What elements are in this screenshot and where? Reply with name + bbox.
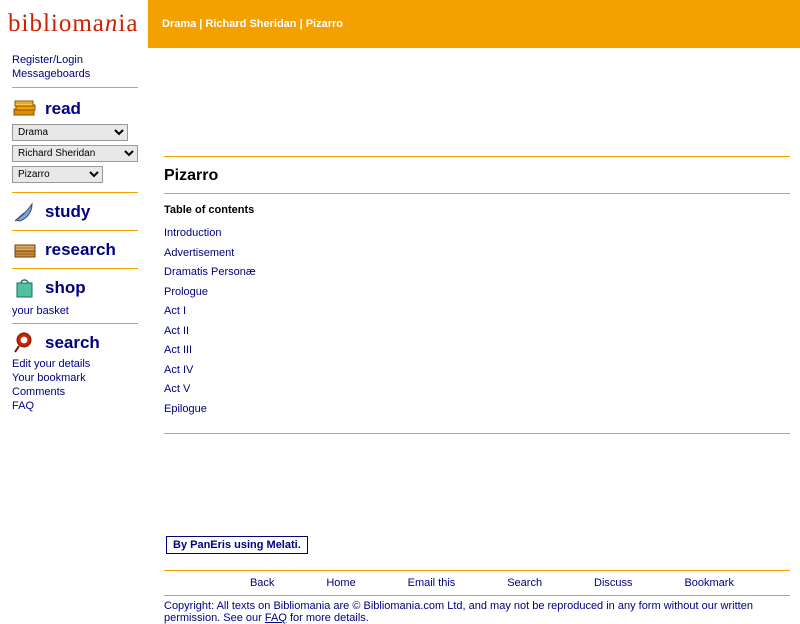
sidebar-study-label: study	[45, 202, 91, 221]
sidebar-read-label: read	[45, 99, 81, 118]
books-icon	[12, 96, 38, 122]
sidebar-item-search[interactable]	[12, 330, 138, 356]
content-divider-bottom	[164, 433, 790, 434]
footer-discuss-link[interactable]: Discuss	[594, 577, 633, 589]
sidebar-item-read[interactable]	[12, 96, 138, 122]
page-title: Pizarro	[164, 167, 219, 184]
site-logo[interactable]	[0, 0, 148, 48]
sidebar-divider-4	[12, 268, 138, 269]
copyright-faq-link[interactable]: FAQ	[264, 612, 287, 624]
content-divider-under-title	[164, 193, 790, 194]
sidebar-item-study[interactable]	[12, 199, 138, 225]
melati-credit-label: By PanEris using Melati.	[173, 539, 301, 551]
footer-back-link[interactable]: Back	[249, 577, 275, 589]
sidebar-divider-3	[12, 230, 138, 231]
toc-link-act-iv[interactable]: Act IV	[164, 363, 194, 376]
shopping-bag-icon	[12, 275, 38, 301]
toc-link-act-v[interactable]: Act V	[164, 383, 191, 395]
footer-search-link[interactable]: Search	[507, 577, 543, 589]
messageboards-link[interactable]: Messageboards	[12, 68, 91, 80]
footer-home-link[interactable]: Home	[326, 577, 356, 589]
sidebar-research-label: research	[45, 240, 116, 259]
sidebar-shop-label: shop	[45, 278, 86, 297]
toc-link-prologue[interactable]: Prologue	[164, 285, 209, 298]
main-content	[148, 48, 800, 624]
your-bookmark-link[interactable]: Your bookmark	[12, 372, 86, 384]
category-select[interactable]	[12, 124, 128, 141]
sidebar-item-research[interactable]	[12, 237, 138, 263]
author-select[interactable]	[12, 145, 138, 162]
register-login-link[interactable]: Register/Login	[12, 54, 83, 66]
title-select[interactable]	[12, 166, 103, 183]
content-blank-area	[164, 444, 790, 536]
toc-heading: Table of contents	[164, 204, 255, 216]
toc-list	[164, 224, 790, 419]
toc-link-act-i[interactable]: Act I	[164, 305, 187, 317]
edit-your-details-link[interactable]: Edit your details	[12, 358, 91, 370]
sidebar-divider-2	[12, 192, 138, 193]
book-stack-icon	[12, 237, 38, 263]
content-divider-top	[164, 156, 790, 157]
footer-email-this-link[interactable]: Email this	[407, 577, 456, 589]
copyright-text-before: Copyright: All texts on Bibliomania are © Bibliomania.com Ltd, and may not be reproduced in any form without our written permission. See our	[164, 600, 753, 624]
sidebar-search-label: search	[45, 333, 100, 352]
toc-link-act-iii[interactable]: Act III	[164, 344, 193, 356]
sidebar	[0, 48, 148, 414]
toc-link-epilogue[interactable]: Epilogue	[164, 402, 207, 415]
comments-link[interactable]: Comments	[12, 386, 66, 398]
copyright-text-after: for more details.	[286, 612, 369, 624]
magnifier-icon	[12, 330, 38, 356]
toc-link-advertisement[interactable]: Advertisement	[164, 246, 235, 259]
toc-link-introduction[interactable]: Introduction	[164, 227, 222, 239]
sidebar-item-shop[interactable]	[12, 275, 138, 301]
breadcrumb: Drama | Richard Sheridan | Pizarro	[162, 18, 343, 30]
page-header	[0, 0, 800, 48]
toc-link-dramatis-personae[interactable]: Dramatis Personæ	[164, 266, 256, 278]
logo-wordmark: bibliomania	[8, 10, 139, 37]
footer-spacer	[164, 554, 790, 570]
copyright-notice	[164, 596, 790, 624]
sidebar-divider-1	[12, 87, 138, 88]
content-top-spacer	[164, 48, 790, 156]
toc-bottom-spacer	[164, 419, 790, 433]
feather-pen-icon	[12, 199, 38, 225]
breadcrumb-bar	[148, 0, 800, 48]
your-basket-link[interactable]: your basket	[12, 305, 69, 317]
page-layout	[0, 48, 800, 624]
faq-link[interactable]: FAQ	[12, 400, 35, 412]
footer-bookmark-link[interactable]: Bookmark	[684, 577, 734, 589]
sidebar-divider-5	[12, 323, 138, 324]
footer-nav	[164, 571, 790, 595]
melati-credit-button[interactable]	[166, 536, 308, 554]
toc-link-act-ii[interactable]: Act II	[164, 324, 190, 337]
